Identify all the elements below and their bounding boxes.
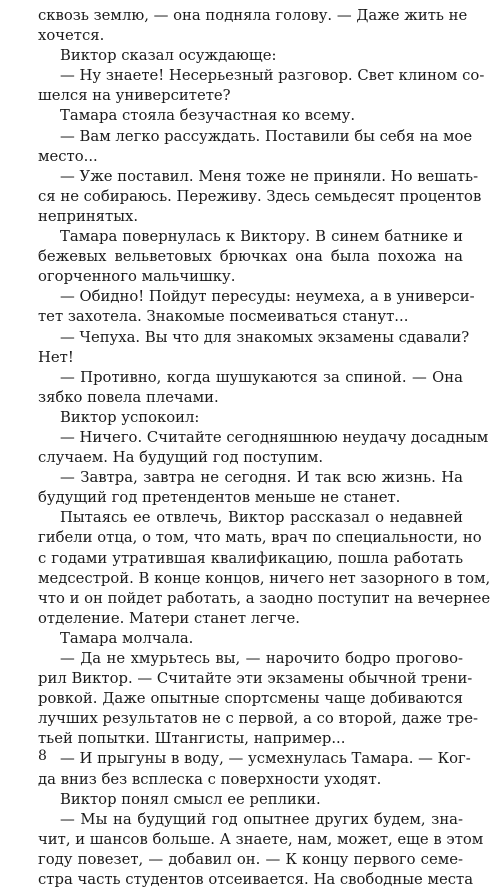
text-line: хочется.	[38, 27, 105, 45]
text-line: отделение. Матери станет легче.	[38, 609, 300, 627]
text-line: — И прыгуны в воду, — усмехнулась Тамара. — Ког-	[60, 750, 471, 768]
text-line: непринятых.	[38, 207, 139, 225]
text-line: — Обидно! Пойдут пересуды: неумеха, а в универси-	[60, 288, 475, 306]
text-line: — Чепуха. Вы что для знакомых экзамены сдавали?	[60, 328, 470, 346]
text-line: Виктор сказал осуждающе:	[60, 47, 277, 65]
page-text	[38, 6, 491, 890]
text-line: ровкой. Даже опытные спортсмены чаще добиваются	[38, 690, 463, 708]
text-line: Тамара повернулась к Виктору. В синем батнике и	[60, 228, 463, 246]
text-line: бежевых вельветовых брючках она была похожа на	[38, 248, 463, 266]
text-line: Тамара стояла безучастная ко всему.	[60, 107, 356, 125]
text-line: огорченного мальчишку.	[38, 268, 236, 286]
text-line: — Мы на будущий год опытнее других будем, зна-	[60, 810, 463, 828]
text-line: ся не собираюсь. Переживу. Здесь семьдесят процентов	[38, 187, 482, 205]
text-line: — Завтра, завтра не сегодня. И так всю жизнь. На	[60, 469, 463, 487]
text-line: будущий год претендентов меньше не станет.	[38, 489, 401, 507]
text-line: шелся на университете?	[38, 87, 231, 105]
text-line: — Вам легко рассуждать. Поставили бы себя на мое	[60, 127, 473, 145]
text-line: зябко повела плечами.	[38, 388, 219, 406]
text-line: — Да не хмурьтесь вы, — нарочито бодро прогово-	[60, 650, 463, 667]
text-line: рил Виктор. — Считайте эти экзамены обычной трени-	[38, 670, 473, 688]
text-line: лучших результатов не с первой, а со второй, даже тре-	[38, 710, 478, 728]
text-line: Нет!	[38, 348, 74, 366]
text-line: — Уже поставил. Меня тоже не приняли. Но вешать-	[60, 167, 479, 185]
text-line: — Ну знаете! Несерьезный разговор. Свет клином со-	[60, 67, 485, 85]
text-line: место...	[38, 147, 98, 165]
text-line: гибели отца, о том, что мать, врач по специальности, но	[38, 529, 482, 547]
page-number: 8	[38, 748, 47, 764]
text-line: Тамара молчала.	[60, 629, 194, 647]
text-line: Пытаясь ее отвлечь, Виктор рассказал о недавней	[60, 509, 463, 527]
text-line: сквозь землю, — она подняла голову. — Даже жить не	[38, 7, 468, 24]
text-line: — Противно, когда шушукаются за спиной. — Она	[60, 368, 463, 386]
text-line: случаем. На будущий год поступим.	[38, 449, 324, 467]
text-line: Виктор успокоил:	[60, 408, 200, 426]
text-line: медсестрой. В конце концов, ничего нет зазорного в том,	[38, 569, 491, 587]
text-line: году повезет, — добавил он. — К концу первого семе-	[38, 850, 463, 868]
text-line: что и он пойдет работать, а заодно поступит на вечернее	[38, 589, 491, 607]
text-line: — Ничего. Считайте сегодняшнюю неудачу досадным	[60, 428, 489, 446]
text-line: Виктор понял смысл ее реплики.	[60, 790, 321, 808]
text-line: чит, и шансов больше. А знаете, нам, может, еще в этом	[38, 830, 484, 848]
text-line: тьей попытки. Штангисты, например...	[38, 730, 346, 748]
text-line: с годами утратившая квалификацию, пошла работать	[38, 549, 463, 567]
text-line: тет захотела. Знакомые посмеиваться станут...	[38, 308, 409, 326]
text-line: стра часть студентов отсеивается. На свободные места	[38, 871, 474, 889]
text-line: да вниз без всплеска с поверхности уходят.	[38, 770, 382, 788]
